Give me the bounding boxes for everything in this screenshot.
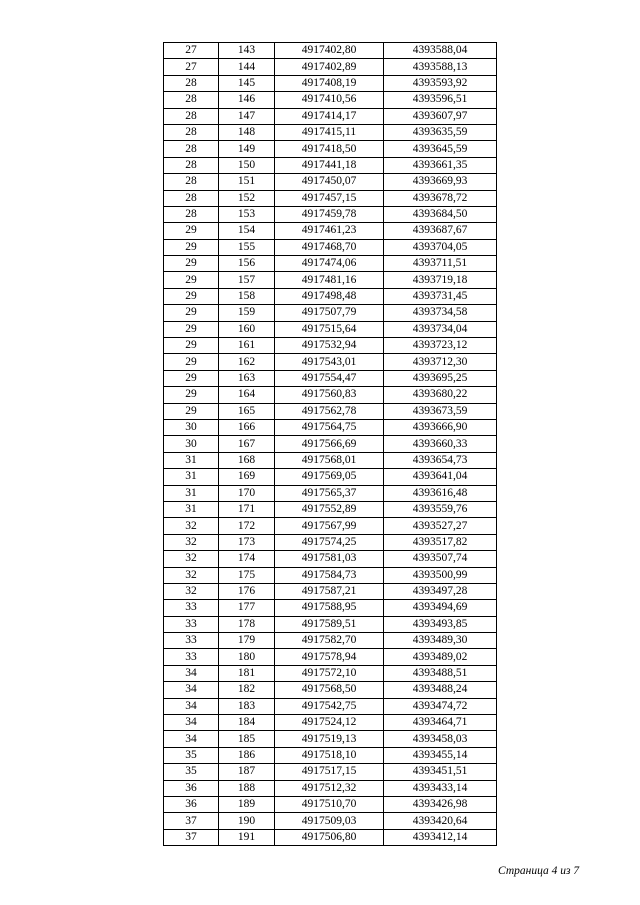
table-row bbox=[164, 633, 497, 649]
x-coordinate-cell: 4917506,80 bbox=[275, 829, 384, 845]
table-row bbox=[164, 731, 497, 747]
point-number-cell: 155 bbox=[219, 239, 275, 255]
y-coordinate-cell: 4393723,12 bbox=[384, 338, 497, 354]
contour-number-cell: 34 bbox=[164, 698, 219, 714]
page-number: Страница 4 из 7 bbox=[498, 865, 580, 877]
table-row bbox=[164, 682, 497, 698]
contour-number-cell: 28 bbox=[164, 75, 219, 91]
table-row bbox=[164, 551, 497, 567]
table-row bbox=[164, 649, 497, 665]
table-row bbox=[164, 567, 497, 583]
y-coordinate-cell: 4393517,82 bbox=[384, 534, 497, 550]
y-coordinate-cell: 4393527,27 bbox=[384, 518, 497, 534]
x-coordinate-cell: 4917481,16 bbox=[275, 272, 384, 288]
table-row bbox=[164, 452, 497, 468]
table-row bbox=[164, 190, 497, 206]
table-row bbox=[164, 272, 497, 288]
y-coordinate-cell: 4393711,51 bbox=[384, 256, 497, 272]
point-number-cell: 188 bbox=[219, 780, 275, 796]
y-coordinate-cell: 4393412,14 bbox=[384, 829, 497, 845]
table-row bbox=[164, 616, 497, 632]
coordinates-table bbox=[163, 42, 497, 846]
x-coordinate-cell: 4917507,79 bbox=[275, 305, 384, 321]
point-number-cell: 174 bbox=[219, 551, 275, 567]
table-row bbox=[164, 665, 497, 681]
contour-number-cell: 34 bbox=[164, 665, 219, 681]
x-coordinate-cell: 4917560,83 bbox=[275, 387, 384, 403]
x-coordinate-cell: 4917509,03 bbox=[275, 813, 384, 829]
table-row bbox=[164, 321, 497, 337]
table-row bbox=[164, 223, 497, 239]
x-coordinate-cell: 4917584,73 bbox=[275, 567, 384, 583]
point-number-cell: 167 bbox=[219, 436, 275, 452]
x-coordinate-cell: 4917402,80 bbox=[275, 43, 384, 59]
table-row bbox=[164, 796, 497, 812]
y-coordinate-cell: 4393654,73 bbox=[384, 452, 497, 468]
y-coordinate-cell: 4393684,50 bbox=[384, 206, 497, 222]
point-number-cell: 170 bbox=[219, 485, 275, 501]
point-number-cell: 169 bbox=[219, 469, 275, 485]
x-coordinate-cell: 4917543,01 bbox=[275, 354, 384, 370]
x-coordinate-cell: 4917562,78 bbox=[275, 403, 384, 419]
point-number-cell: 177 bbox=[219, 600, 275, 616]
table-row bbox=[164, 419, 497, 435]
table-row bbox=[164, 206, 497, 222]
y-coordinate-cell: 4393497,28 bbox=[384, 583, 497, 599]
point-number-cell: 172 bbox=[219, 518, 275, 534]
contour-number-cell: 32 bbox=[164, 534, 219, 550]
y-coordinate-cell: 4393687,67 bbox=[384, 223, 497, 239]
table-row bbox=[164, 600, 497, 616]
x-coordinate-cell: 4917542,75 bbox=[275, 698, 384, 714]
x-coordinate-cell: 4917408,19 bbox=[275, 75, 384, 91]
y-coordinate-cell: 4393607,97 bbox=[384, 108, 497, 124]
contour-number-cell: 29 bbox=[164, 223, 219, 239]
table-row bbox=[164, 829, 497, 845]
contour-number-cell: 33 bbox=[164, 633, 219, 649]
point-number-cell: 162 bbox=[219, 354, 275, 370]
y-coordinate-cell: 4393488,51 bbox=[384, 665, 497, 681]
table-row bbox=[164, 813, 497, 829]
contour-number-cell: 29 bbox=[164, 239, 219, 255]
point-number-cell: 143 bbox=[219, 43, 275, 59]
contour-number-cell: 29 bbox=[164, 403, 219, 419]
contour-number-cell: 35 bbox=[164, 764, 219, 780]
y-coordinate-cell: 4393588,13 bbox=[384, 59, 497, 75]
point-number-cell: 156 bbox=[219, 256, 275, 272]
y-coordinate-cell: 4393426,98 bbox=[384, 796, 497, 812]
x-coordinate-cell: 4917459,78 bbox=[275, 206, 384, 222]
y-coordinate-cell: 4393451,51 bbox=[384, 764, 497, 780]
contour-number-cell: 30 bbox=[164, 419, 219, 435]
contour-number-cell: 28 bbox=[164, 108, 219, 124]
y-coordinate-cell: 4393507,74 bbox=[384, 551, 497, 567]
table-row bbox=[164, 124, 497, 140]
table-row bbox=[164, 239, 497, 255]
y-coordinate-cell: 4393731,45 bbox=[384, 288, 497, 304]
contour-number-cell: 28 bbox=[164, 174, 219, 190]
x-coordinate-cell: 4917418,50 bbox=[275, 141, 384, 157]
point-number-cell: 161 bbox=[219, 338, 275, 354]
y-coordinate-cell: 4393660,33 bbox=[384, 436, 497, 452]
point-number-cell: 148 bbox=[219, 124, 275, 140]
point-number-cell: 171 bbox=[219, 501, 275, 517]
table-row bbox=[164, 715, 497, 731]
table-row bbox=[164, 59, 497, 75]
point-number-cell: 175 bbox=[219, 567, 275, 583]
table-row bbox=[164, 256, 497, 272]
y-coordinate-cell: 4393661,35 bbox=[384, 157, 497, 173]
y-coordinate-cell: 4393455,14 bbox=[384, 747, 497, 763]
point-number-cell: 163 bbox=[219, 370, 275, 386]
x-coordinate-cell: 4917441,18 bbox=[275, 157, 384, 173]
point-number-cell: 147 bbox=[219, 108, 275, 124]
x-coordinate-cell: 4917552,89 bbox=[275, 501, 384, 517]
y-coordinate-cell: 4393635,59 bbox=[384, 124, 497, 140]
point-number-cell: 186 bbox=[219, 747, 275, 763]
y-coordinate-cell: 4393616,48 bbox=[384, 485, 497, 501]
contour-number-cell: 34 bbox=[164, 682, 219, 698]
contour-number-cell: 34 bbox=[164, 715, 219, 731]
table-row bbox=[164, 583, 497, 599]
point-number-cell: 144 bbox=[219, 59, 275, 75]
x-coordinate-cell: 4917567,99 bbox=[275, 518, 384, 534]
x-coordinate-cell: 4917569,05 bbox=[275, 469, 384, 485]
table-row bbox=[164, 108, 497, 124]
contour-number-cell: 35 bbox=[164, 747, 219, 763]
x-coordinate-cell: 4917415,11 bbox=[275, 124, 384, 140]
contour-number-cell: 29 bbox=[164, 354, 219, 370]
y-coordinate-cell: 4393719,18 bbox=[384, 272, 497, 288]
y-coordinate-cell: 4393489,02 bbox=[384, 649, 497, 665]
contour-number-cell: 36 bbox=[164, 796, 219, 812]
x-coordinate-cell: 4917457,15 bbox=[275, 190, 384, 206]
contour-number-cell: 29 bbox=[164, 305, 219, 321]
point-number-cell: 164 bbox=[219, 387, 275, 403]
x-coordinate-cell: 4917554,47 bbox=[275, 370, 384, 386]
point-number-cell: 189 bbox=[219, 796, 275, 812]
contour-number-cell: 31 bbox=[164, 469, 219, 485]
table-row bbox=[164, 354, 497, 370]
contour-number-cell: 28 bbox=[164, 124, 219, 140]
point-number-cell: 160 bbox=[219, 321, 275, 337]
contour-number-cell: 27 bbox=[164, 43, 219, 59]
table-row bbox=[164, 747, 497, 763]
table-row bbox=[164, 338, 497, 354]
x-coordinate-cell: 4917568,01 bbox=[275, 452, 384, 468]
point-number-cell: 178 bbox=[219, 616, 275, 632]
y-coordinate-cell: 4393680,22 bbox=[384, 387, 497, 403]
x-coordinate-cell: 4917587,21 bbox=[275, 583, 384, 599]
contour-number-cell: 32 bbox=[164, 551, 219, 567]
contour-number-cell: 31 bbox=[164, 452, 219, 468]
contour-number-cell: 37 bbox=[164, 829, 219, 845]
point-number-cell: 179 bbox=[219, 633, 275, 649]
x-coordinate-cell: 4917589,51 bbox=[275, 616, 384, 632]
point-number-cell: 187 bbox=[219, 764, 275, 780]
y-coordinate-cell: 4393458,03 bbox=[384, 731, 497, 747]
point-number-cell: 153 bbox=[219, 206, 275, 222]
x-coordinate-cell: 4917518,10 bbox=[275, 747, 384, 763]
x-coordinate-cell: 4917468,70 bbox=[275, 239, 384, 255]
y-coordinate-cell: 4393669,93 bbox=[384, 174, 497, 190]
contour-number-cell: 29 bbox=[164, 256, 219, 272]
contour-number-cell: 31 bbox=[164, 501, 219, 517]
y-coordinate-cell: 4393645,59 bbox=[384, 141, 497, 157]
contour-number-cell: 28 bbox=[164, 92, 219, 108]
contour-number-cell: 32 bbox=[164, 518, 219, 534]
table-row bbox=[164, 174, 497, 190]
table-row bbox=[164, 780, 497, 796]
point-number-cell: 191 bbox=[219, 829, 275, 845]
x-coordinate-cell: 4917461,23 bbox=[275, 223, 384, 239]
table-row bbox=[164, 698, 497, 714]
x-coordinate-cell: 4917581,03 bbox=[275, 551, 384, 567]
y-coordinate-cell: 4393673,59 bbox=[384, 403, 497, 419]
point-number-cell: 158 bbox=[219, 288, 275, 304]
y-coordinate-cell: 4393489,30 bbox=[384, 633, 497, 649]
table-row bbox=[164, 305, 497, 321]
y-coordinate-cell: 4393493,85 bbox=[384, 616, 497, 632]
y-coordinate-cell: 4393588,04 bbox=[384, 43, 497, 59]
point-number-cell: 151 bbox=[219, 174, 275, 190]
contour-number-cell: 34 bbox=[164, 731, 219, 747]
contour-number-cell: 29 bbox=[164, 387, 219, 403]
contour-number-cell: 32 bbox=[164, 583, 219, 599]
point-number-cell: 173 bbox=[219, 534, 275, 550]
table-row bbox=[164, 534, 497, 550]
point-number-cell: 165 bbox=[219, 403, 275, 419]
point-number-cell: 149 bbox=[219, 141, 275, 157]
point-number-cell: 152 bbox=[219, 190, 275, 206]
table-row bbox=[164, 469, 497, 485]
x-coordinate-cell: 4917564,75 bbox=[275, 419, 384, 435]
x-coordinate-cell: 4917410,56 bbox=[275, 92, 384, 108]
x-coordinate-cell: 4917498,48 bbox=[275, 288, 384, 304]
x-coordinate-cell: 4917402,89 bbox=[275, 59, 384, 75]
point-number-cell: 168 bbox=[219, 452, 275, 468]
y-coordinate-cell: 4393593,92 bbox=[384, 75, 497, 91]
x-coordinate-cell: 4917588,95 bbox=[275, 600, 384, 616]
y-coordinate-cell: 4393678,72 bbox=[384, 190, 497, 206]
point-number-cell: 183 bbox=[219, 698, 275, 714]
x-coordinate-cell: 4917568,50 bbox=[275, 682, 384, 698]
contour-number-cell: 28 bbox=[164, 141, 219, 157]
point-number-cell: 146 bbox=[219, 92, 275, 108]
y-coordinate-cell: 4393695,25 bbox=[384, 370, 497, 386]
y-coordinate-cell: 4393464,71 bbox=[384, 715, 497, 731]
point-number-cell: 182 bbox=[219, 682, 275, 698]
x-coordinate-cell: 4917510,70 bbox=[275, 796, 384, 812]
y-coordinate-cell: 4393712,30 bbox=[384, 354, 497, 370]
x-coordinate-cell: 4917515,64 bbox=[275, 321, 384, 337]
coordinates-table-body bbox=[164, 43, 497, 846]
y-coordinate-cell: 4393734,04 bbox=[384, 321, 497, 337]
point-number-cell: 185 bbox=[219, 731, 275, 747]
contour-number-cell: 29 bbox=[164, 370, 219, 386]
y-coordinate-cell: 4393666,90 bbox=[384, 419, 497, 435]
contour-number-cell: 28 bbox=[164, 157, 219, 173]
y-coordinate-cell: 4393596,51 bbox=[384, 92, 497, 108]
point-number-cell: 145 bbox=[219, 75, 275, 91]
y-coordinate-cell: 4393494,69 bbox=[384, 600, 497, 616]
table-row bbox=[164, 387, 497, 403]
point-number-cell: 176 bbox=[219, 583, 275, 599]
x-coordinate-cell: 4917574,25 bbox=[275, 534, 384, 550]
table-row bbox=[164, 436, 497, 452]
table-row bbox=[164, 92, 497, 108]
y-coordinate-cell: 4393500,99 bbox=[384, 567, 497, 583]
contour-number-cell: 29 bbox=[164, 272, 219, 288]
contour-number-cell: 33 bbox=[164, 600, 219, 616]
table-row bbox=[164, 403, 497, 419]
x-coordinate-cell: 4917517,15 bbox=[275, 764, 384, 780]
x-coordinate-cell: 4917414,17 bbox=[275, 108, 384, 124]
x-coordinate-cell: 4917578,94 bbox=[275, 649, 384, 665]
x-coordinate-cell: 4917572,10 bbox=[275, 665, 384, 681]
contour-number-cell: 37 bbox=[164, 813, 219, 829]
x-coordinate-cell: 4917474,06 bbox=[275, 256, 384, 272]
contour-number-cell: 28 bbox=[164, 206, 219, 222]
x-coordinate-cell: 4917566,69 bbox=[275, 436, 384, 452]
point-number-cell: 150 bbox=[219, 157, 275, 173]
y-coordinate-cell: 4393734,58 bbox=[384, 305, 497, 321]
table-row bbox=[164, 518, 497, 534]
contour-number-cell: 30 bbox=[164, 436, 219, 452]
x-coordinate-cell: 4917524,12 bbox=[275, 715, 384, 731]
point-number-cell: 190 bbox=[219, 813, 275, 829]
y-coordinate-cell: 4393420,64 bbox=[384, 813, 497, 829]
point-number-cell: 159 bbox=[219, 305, 275, 321]
table-row bbox=[164, 501, 497, 517]
point-number-cell: 154 bbox=[219, 223, 275, 239]
contour-number-cell: 31 bbox=[164, 485, 219, 501]
contour-number-cell: 29 bbox=[164, 288, 219, 304]
y-coordinate-cell: 4393641,04 bbox=[384, 469, 497, 485]
contour-number-cell: 28 bbox=[164, 190, 219, 206]
contour-number-cell: 27 bbox=[164, 59, 219, 75]
table-row bbox=[164, 141, 497, 157]
x-coordinate-cell: 4917565,37 bbox=[275, 485, 384, 501]
x-coordinate-cell: 4917512,32 bbox=[275, 780, 384, 796]
table-row bbox=[164, 370, 497, 386]
y-coordinate-cell: 4393704,05 bbox=[384, 239, 497, 255]
contour-number-cell: 33 bbox=[164, 649, 219, 665]
x-coordinate-cell: 4917519,13 bbox=[275, 731, 384, 747]
y-coordinate-cell: 4393433,14 bbox=[384, 780, 497, 796]
y-coordinate-cell: 4393474,72 bbox=[384, 698, 497, 714]
y-coordinate-cell: 4393488,24 bbox=[384, 682, 497, 698]
table-row bbox=[164, 485, 497, 501]
table-row bbox=[164, 157, 497, 173]
contour-number-cell: 32 bbox=[164, 567, 219, 583]
point-number-cell: 184 bbox=[219, 715, 275, 731]
point-number-cell: 166 bbox=[219, 419, 275, 435]
x-coordinate-cell: 4917582,70 bbox=[275, 633, 384, 649]
contour-number-cell: 29 bbox=[164, 321, 219, 337]
contour-number-cell: 29 bbox=[164, 338, 219, 354]
table-row bbox=[164, 75, 497, 91]
y-coordinate-cell: 4393559,76 bbox=[384, 501, 497, 517]
table-row bbox=[164, 288, 497, 304]
table-row bbox=[164, 764, 497, 780]
point-number-cell: 181 bbox=[219, 665, 275, 681]
x-coordinate-cell: 4917450,07 bbox=[275, 174, 384, 190]
contour-number-cell: 33 bbox=[164, 616, 219, 632]
point-number-cell: 157 bbox=[219, 272, 275, 288]
x-coordinate-cell: 4917532,94 bbox=[275, 338, 384, 354]
point-number-cell: 180 bbox=[219, 649, 275, 665]
contour-number-cell: 36 bbox=[164, 780, 219, 796]
table-row bbox=[164, 43, 497, 59]
